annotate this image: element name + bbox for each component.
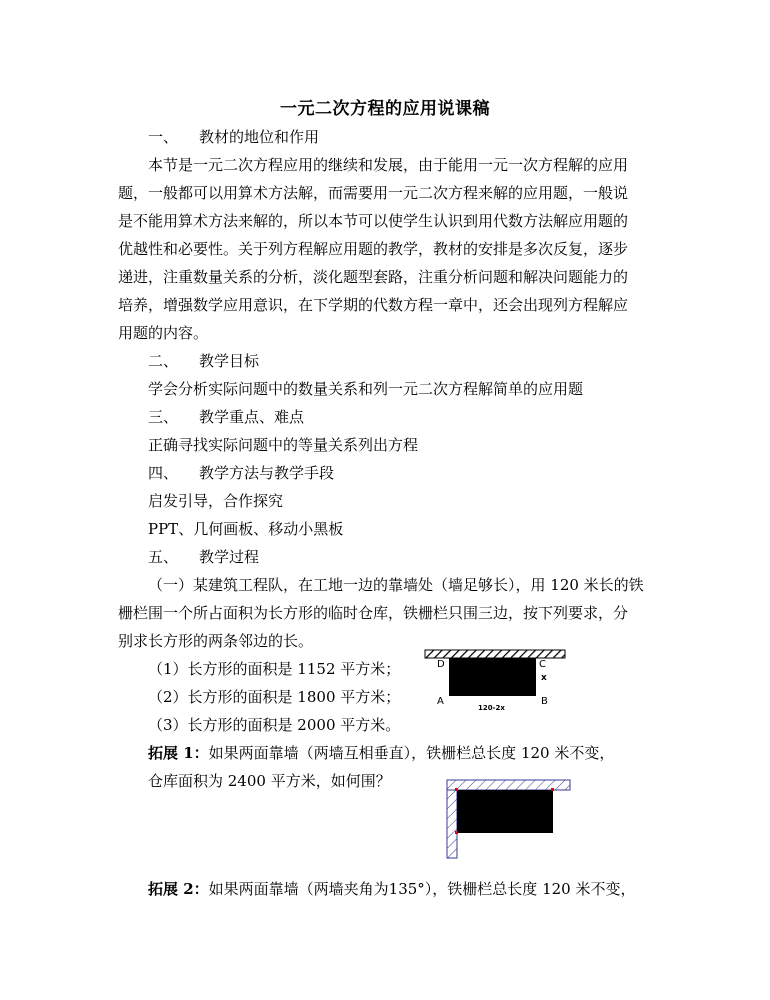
left-wall-hatch bbox=[447, 790, 457, 858]
case-item: （1）长方形的面积是 1152 平方米； bbox=[148, 660, 401, 678]
problem-line: （一）某建筑工程队，在工地一边的靠墙处（墙足够长），用 120 米长的铁 bbox=[148, 576, 644, 594]
label-c: C bbox=[539, 659, 546, 670]
label-bottom: 120-2x bbox=[478, 704, 505, 712]
rectangle-fill bbox=[449, 658, 536, 696]
label-x: x bbox=[541, 673, 547, 683]
paragraph-line: 本节是一元二次方程应用的继续和发展，由于能用一元一次方程解的应用 bbox=[148, 156, 629, 174]
extension-label: 拓展 1： bbox=[148, 744, 209, 762]
paragraph-line: 用题的内容。 bbox=[118, 324, 209, 342]
section-number: 二、 bbox=[148, 352, 179, 370]
method-text: 启发引导，合作探究 bbox=[148, 492, 284, 510]
extension-2 bbox=[148, 879, 635, 899]
label-d: D bbox=[437, 659, 445, 670]
wall-hatch bbox=[425, 650, 565, 658]
section-title: 教学目标 bbox=[199, 352, 260, 370]
case-item: （2）长方形的面积是 1800 平方米； bbox=[148, 688, 401, 706]
label-b: B bbox=[541, 696, 548, 707]
problem-line: 栅栏围一个所占面积为长方形的临时仓库，铁栅栏只围三边，按下列要求，分 bbox=[118, 604, 629, 622]
section-number: 五、 bbox=[148, 548, 179, 566]
section-title: 教学方法与教学手段 bbox=[199, 464, 335, 482]
section-number: 四、 bbox=[148, 464, 179, 482]
keypoint-text: 正确寻找实际问题中的等量关系列出方程 bbox=[148, 436, 419, 454]
page-title: 一元二次方程的应用说课稿 bbox=[280, 99, 490, 119]
case-item: （3）长方形的面积是 2000 平方米。 bbox=[148, 716, 401, 734]
extension-1-text2: 仓库面积为 2400 平方米，如何围？ bbox=[148, 772, 391, 790]
rectangle-fill bbox=[457, 790, 553, 833]
label-a: A bbox=[437, 696, 444, 707]
extension-label: 拓展 2： bbox=[148, 880, 209, 898]
corner-marker bbox=[455, 788, 458, 791]
paragraph-line: 是不能用算术方法来解的，所以本节可以使学生认识到用代数方法解应用题的 bbox=[118, 212, 629, 230]
figure-wall-rectangle bbox=[420, 646, 570, 716]
extension-text: 如果两面靠墙（两墙互相垂直），铁栅栏总长度 120 米不变， bbox=[208, 744, 615, 762]
corner-marker bbox=[455, 831, 458, 834]
section-number: 一、 bbox=[148, 128, 179, 146]
extension-text: 如果两面靠墙（两墙夹角为135°），铁栅栏总长度 120 米不变， bbox=[208, 880, 636, 898]
problem-line: 别求长方形的两条邻边的长。 bbox=[118, 632, 314, 650]
paragraph-line: 题，一般都可以用算术方法解，而需要用一元二次方程来解的应用题，一般说 bbox=[118, 184, 629, 202]
paragraph-line: 优越性和必要性。关于列方程解应用题的教学，教材的安排是多次反复，逐步 bbox=[118, 240, 629, 258]
method-text: PPT、几何画板、移动小黑板 bbox=[148, 520, 344, 538]
section-title: 教材的地位和作用 bbox=[199, 128, 320, 146]
extension-1 bbox=[148, 743, 614, 763]
corner-marker bbox=[551, 788, 554, 791]
paragraph-line: 递进，注重数量关系的分析，淡化题型套路，注重分析问题和解决问题能力的 bbox=[118, 268, 629, 286]
figure-perpendicular-walls bbox=[440, 776, 575, 861]
section-title: 教学过程 bbox=[199, 548, 260, 566]
paragraph-line: 培养，增强数学应用意识，在下学期的代数方程一章中，还会出现列方程解应 bbox=[118, 296, 629, 314]
section-number: 三、 bbox=[148, 408, 179, 426]
section-title: 教学重点、难点 bbox=[199, 408, 305, 426]
goal-text: 学会分析实际问题中的数量关系和列一元二次方程解简单的应用题 bbox=[148, 380, 584, 398]
